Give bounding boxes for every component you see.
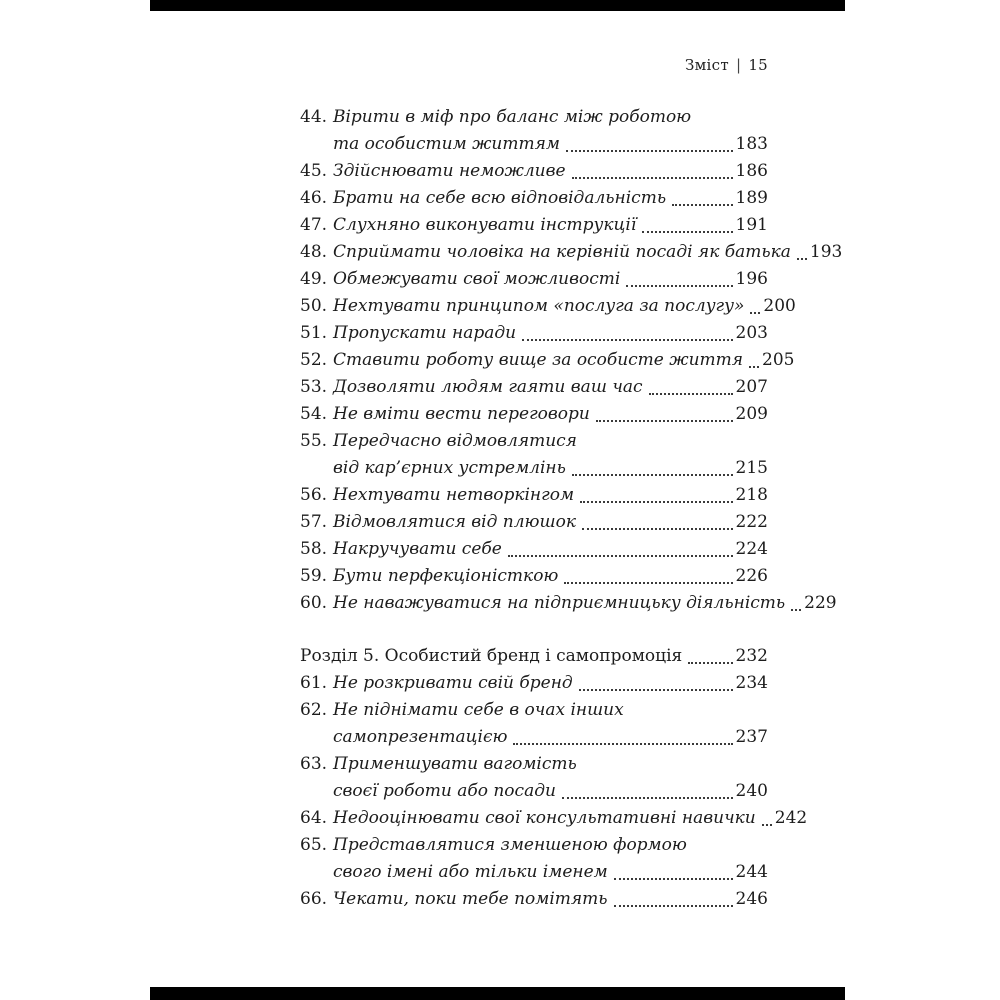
entry-title: Вірити в міф про баланс між роботою	[333, 107, 692, 127]
entry-title: Пропускати наради	[333, 323, 517, 343]
entry-number: 53.	[300, 377, 328, 397]
entry-line	[333, 320, 768, 347]
entry-number: 61.	[300, 673, 328, 693]
entry-title: та особистим життям	[333, 134, 560, 154]
toc-entry	[300, 563, 768, 590]
toc-entry	[300, 832, 768, 886]
entry-line	[333, 563, 768, 590]
entry-number: 52.	[300, 350, 328, 370]
dot-leader	[749, 366, 759, 368]
entry-line	[333, 886, 768, 913]
entry-line	[333, 509, 768, 536]
entry-body	[333, 428, 768, 482]
entry-page-number: 200	[763, 296, 796, 316]
toc-entry	[300, 401, 768, 428]
entry-page-number: 222	[735, 512, 768, 532]
entry-body	[300, 643, 768, 670]
entry-title: Не розкривати свій бренд	[333, 673, 573, 693]
toc-entry	[300, 320, 768, 347]
entry-title: Передчасно відмовлятися	[333, 431, 577, 451]
entry-body	[333, 509, 768, 536]
entry-line	[333, 455, 768, 482]
entry-title: Чекати, поки тебе помітять	[333, 889, 608, 909]
entry-number: 56.	[300, 485, 328, 505]
entry-title: Ставити роботу вище за особисте життя	[333, 350, 744, 370]
page-top-edge	[150, 0, 845, 11]
entry-number: 57.	[300, 512, 328, 532]
dot-leader	[626, 285, 732, 287]
entry-line	[333, 428, 768, 455]
dot-leader	[688, 662, 732, 664]
entry-line	[333, 778, 768, 805]
dot-leader	[508, 555, 733, 557]
entry-page-number: 215	[735, 458, 768, 478]
toc-entry	[300, 428, 768, 482]
entry-title: Дозволяти людям гаяти ваш час	[333, 377, 643, 397]
toc-entry	[300, 347, 795, 374]
entry-line	[333, 185, 768, 212]
entry-body	[333, 374, 768, 401]
entry-page-number: 229	[804, 593, 837, 613]
entry-title: самопрезентацією	[333, 727, 508, 747]
entry-line	[333, 347, 795, 374]
dot-leader	[582, 528, 733, 530]
toc-entry	[300, 293, 796, 320]
toc-entry	[300, 670, 768, 697]
toc-entry	[300, 158, 768, 185]
entry-number: 54.	[300, 404, 328, 424]
entry-page-number: 237	[735, 727, 768, 747]
entry-page-number: 244	[735, 862, 768, 882]
entry-line	[333, 751, 768, 778]
entry-number: 51.	[300, 323, 328, 343]
entry-number: 62.	[300, 700, 328, 720]
dot-leader	[762, 824, 772, 826]
toc-entry	[300, 374, 768, 401]
toc-entry	[300, 212, 768, 239]
entry-line	[333, 670, 768, 697]
page-bottom-edge	[150, 987, 845, 1000]
entry-page-number: 193	[809, 242, 843, 262]
dot-leader	[791, 609, 801, 611]
entry-line	[333, 212, 768, 239]
entry-line	[333, 131, 768, 158]
entry-page-number: 234	[735, 673, 768, 693]
toc-entry	[300, 509, 768, 536]
entry-body	[333, 697, 768, 751]
entry-body	[333, 185, 768, 212]
toc-entry	[300, 104, 768, 158]
dot-leader	[649, 393, 733, 395]
entry-line	[333, 482, 768, 509]
toc-entry	[300, 185, 768, 212]
entry-title: Розділ 5. Особистий бренд і самопромоція	[300, 646, 683, 666]
entry-page-number: 242	[774, 808, 808, 828]
entry-line	[333, 697, 768, 724]
entry-title: Не наважуватися на підприємницьку діяльність	[333, 593, 786, 613]
entry-page-number: 183	[735, 134, 768, 154]
entry-line	[333, 401, 768, 428]
entry-title: від кар’єрних устремлінь	[333, 458, 566, 478]
entry-number: 55.	[300, 431, 328, 451]
entry-body	[333, 212, 768, 239]
entry-body	[333, 563, 768, 590]
toc-list	[300, 104, 843, 913]
entry-number: 46.	[300, 188, 328, 208]
entry-number: 59.	[300, 566, 328, 586]
entry-line	[333, 239, 843, 266]
entry-title: Здійснювати неможливе	[333, 161, 566, 181]
toc-entry	[300, 482, 768, 509]
entry-title: Нехтувати принципом «послуга за послугу»	[333, 296, 745, 316]
entry-page-number: 205	[762, 350, 795, 370]
entry-title: Сприймати чоловіка на керівній посаді як батька	[333, 242, 791, 262]
entry-title: свого імені або тільки іменем	[333, 862, 608, 882]
entry-line	[333, 590, 837, 617]
entry-body	[333, 751, 768, 805]
entry-body	[333, 347, 795, 374]
dot-leader	[750, 312, 760, 314]
entry-page-number: 196	[735, 269, 768, 289]
dot-leader	[564, 582, 732, 584]
dot-leader	[596, 420, 733, 422]
dot-leader	[614, 905, 733, 907]
dot-leader	[513, 743, 732, 745]
entry-title: своєї роботи або посади	[333, 781, 556, 801]
entry-page-number: 232	[735, 646, 768, 666]
entry-number: 66.	[300, 889, 328, 909]
entry-number: 48.	[300, 242, 328, 262]
entry-page-number: 246	[735, 889, 768, 909]
entry-line	[333, 374, 768, 401]
entry-title: Применшувати вагомість	[333, 754, 577, 774]
entry-title: Бути перфекціоністкою	[333, 566, 559, 586]
dot-leader	[522, 339, 732, 341]
entry-title: Брати на себе всю відповідальність	[333, 188, 667, 208]
entry-title: Не вміти вести переговори	[333, 404, 590, 424]
toc-section-header	[300, 643, 768, 670]
entry-number: 50.	[300, 296, 328, 316]
entry-line	[333, 832, 768, 859]
toc-entry	[300, 266, 768, 293]
entry-title: Представлятися зменшеною формою	[333, 835, 687, 855]
running-header-separator: |	[735, 56, 742, 74]
entry-line	[333, 158, 768, 185]
entry-page-number: 207	[735, 377, 768, 397]
entry-title: Відмовлятися від плюшок	[333, 512, 576, 532]
dot-leader	[572, 177, 733, 179]
entry-body	[333, 401, 768, 428]
entry-body	[333, 590, 837, 617]
dot-leader	[566, 150, 733, 152]
entry-title: Обмежувати свої можливості	[333, 269, 621, 289]
entry-line	[333, 724, 768, 751]
entry-number: 63.	[300, 754, 328, 774]
entry-title: Накручувати себе	[333, 539, 502, 559]
entry-body	[333, 832, 768, 886]
entry-page-number: 218	[735, 485, 768, 505]
entry-line	[333, 104, 768, 131]
toc-entry	[300, 886, 768, 913]
entry-page-number: 209	[735, 404, 768, 424]
entry-body	[333, 320, 768, 347]
toc-entry	[300, 697, 768, 751]
toc-entry	[300, 536, 768, 563]
entry-page-number: 203	[735, 323, 768, 343]
dot-leader	[580, 501, 732, 503]
dot-leader	[614, 878, 733, 880]
entry-body	[333, 293, 796, 320]
running-header	[300, 56, 768, 74]
entry-page-number: 189	[735, 188, 768, 208]
entry-body	[333, 239, 843, 266]
entry-number: 60.	[300, 593, 328, 613]
entry-line	[300, 643, 768, 670]
entry-line	[333, 266, 768, 293]
entry-body	[333, 536, 768, 563]
dot-leader	[579, 689, 733, 691]
toc-entry	[300, 805, 808, 832]
entry-title: Недооцінювати свої консультативні навички	[333, 808, 756, 828]
entry-number: 44.	[300, 107, 328, 127]
entry-body	[333, 266, 768, 293]
entry-page-number: 226	[735, 566, 768, 586]
dot-leader	[672, 204, 732, 206]
entry-title: Нехтувати нетворкінгом	[333, 485, 575, 505]
dot-leader	[797, 258, 807, 260]
entry-page-number: 191	[735, 215, 768, 235]
entry-page-number: 186	[735, 161, 768, 181]
entry-body	[333, 482, 768, 509]
entry-line	[333, 536, 768, 563]
entry-body	[333, 104, 768, 158]
entry-page-number: 240	[735, 781, 768, 801]
dot-leader	[572, 474, 733, 476]
entry-number: 65.	[300, 835, 328, 855]
entry-body	[333, 805, 808, 832]
entry-body	[333, 886, 768, 913]
entry-page-number: 224	[735, 539, 768, 559]
toc-entry	[300, 751, 768, 805]
entry-title: Слухняно виконувати інструкції	[333, 215, 637, 235]
entry-number: 49.	[300, 269, 328, 289]
running-header-title: Зміст	[684, 56, 729, 74]
running-header-page-number: 15	[748, 56, 768, 74]
entry-number: 64.	[300, 808, 328, 828]
entry-line	[333, 805, 808, 832]
toc-entry	[300, 590, 837, 617]
entry-number: 47.	[300, 215, 328, 235]
entry-number: 58.	[300, 539, 328, 559]
entry-body	[333, 158, 768, 185]
dot-leader	[642, 231, 732, 233]
entry-title: Не піднімати себе в очах інших	[333, 700, 624, 720]
dot-leader	[562, 797, 733, 799]
entry-number: 45.	[300, 161, 328, 181]
entry-line	[333, 859, 768, 886]
entry-line	[333, 293, 796, 320]
toc-entry	[300, 239, 843, 266]
entry-body	[333, 670, 768, 697]
